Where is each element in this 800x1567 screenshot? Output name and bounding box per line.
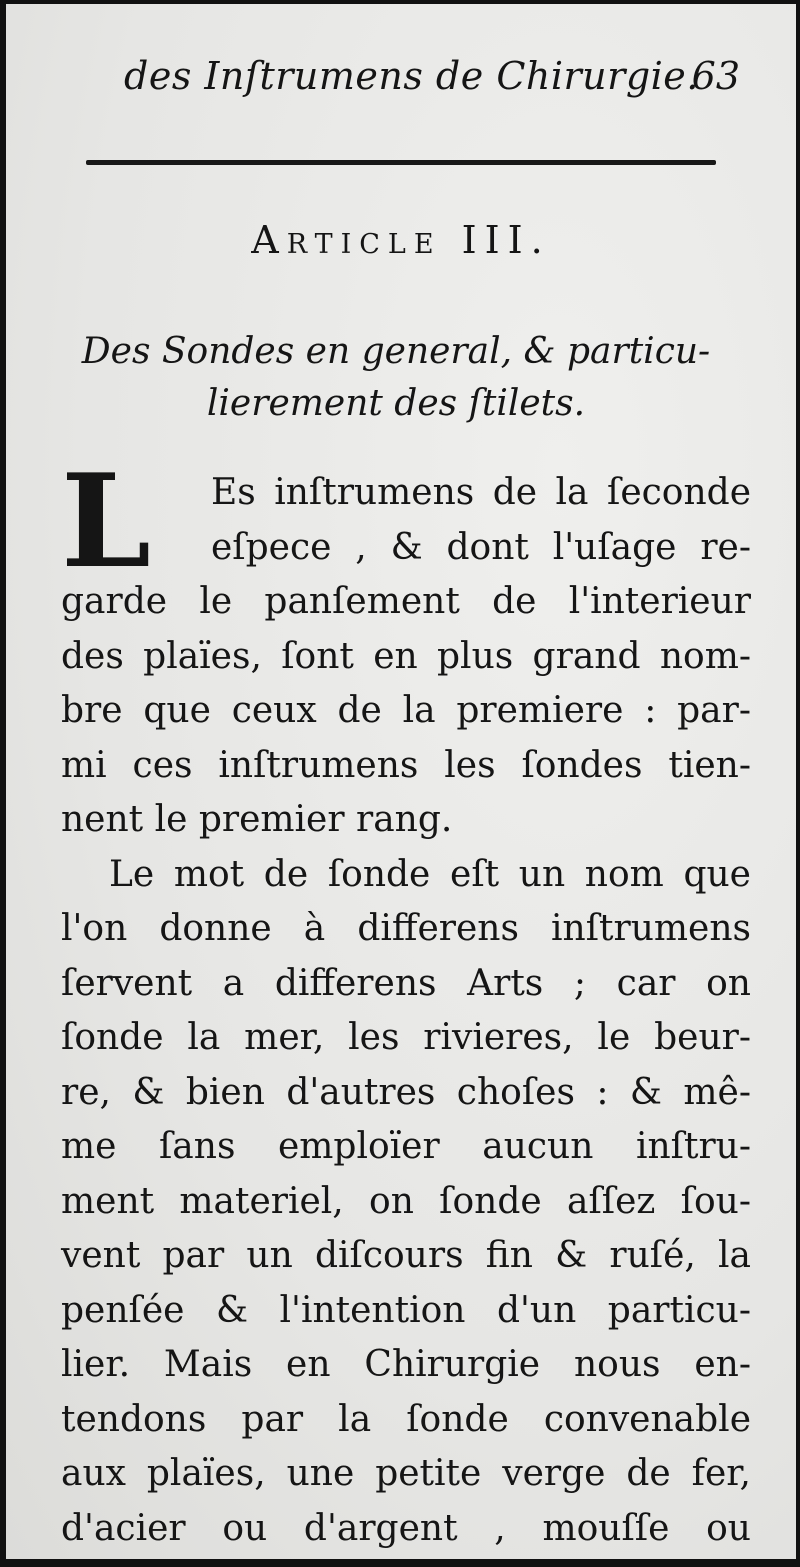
subtitle-line: lierement des ſtilets. [206, 383, 586, 424]
text-line: tendons par la ſonde convenable [61, 1398, 751, 1440]
text-line: penſée & l'intention d'un particu- [61, 1289, 751, 1331]
page-number: 63 [691, 54, 740, 98]
text-line: Es inſtrumens de la ſeconde [211, 472, 751, 513]
text-line: aux plaïes, une petite verge de fer, [61, 1453, 751, 1494]
drop-cap: L [61, 447, 151, 597]
article-heading: Article III. [251, 218, 551, 262]
text-line: l'on donne à differens inſtrumens [61, 908, 751, 949]
text-line: me ſans emploïer aucun inſtru- [61, 1126, 751, 1167]
text-line: eſpece , & dont l'uſage re- [211, 526, 751, 568]
text-line: Le mot de ſonde eſt un nom que [109, 853, 751, 895]
text-line: vent par un diſcours fin & ruſé, la [61, 1235, 751, 1276]
body-text [61, 466, 751, 1556]
text-line: ſonde la mer, les rivieres, le beur- [61, 1017, 751, 1058]
book-page [6, 4, 796, 1559]
running-head [124, 54, 744, 114]
text-line: ſervent a differens Arts ; car on [61, 962, 751, 1004]
text-line: nent le premier rang. [61, 799, 453, 840]
text-line: des plaïes, ſont en plus grand nom- [61, 635, 751, 677]
text-line: mi ces inſtrumens les ſondes tien- [61, 744, 751, 786]
text-line: lier. Mais en Chirurgie nous en- [61, 1344, 751, 1385]
article-subtitle [46, 326, 746, 430]
text-line: bre que ceux de la premiere : par- [61, 690, 751, 731]
text-line: garde le panſement de l'interieur [61, 581, 751, 622]
text-line: ment materiel, on ſonde aſſez ſou- [61, 1180, 751, 1222]
text-line: d'acier ou d'argent , mouſſe ou [61, 1507, 751, 1549]
header-rule [86, 160, 716, 165]
text-line: re, & bien d'autres choſes : & mê- [61, 1071, 751, 1113]
subtitle-line: Des Sondes en general, & particu- [81, 331, 711, 372]
running-title: des Inſtrumens de Chirurgie. [124, 54, 699, 98]
